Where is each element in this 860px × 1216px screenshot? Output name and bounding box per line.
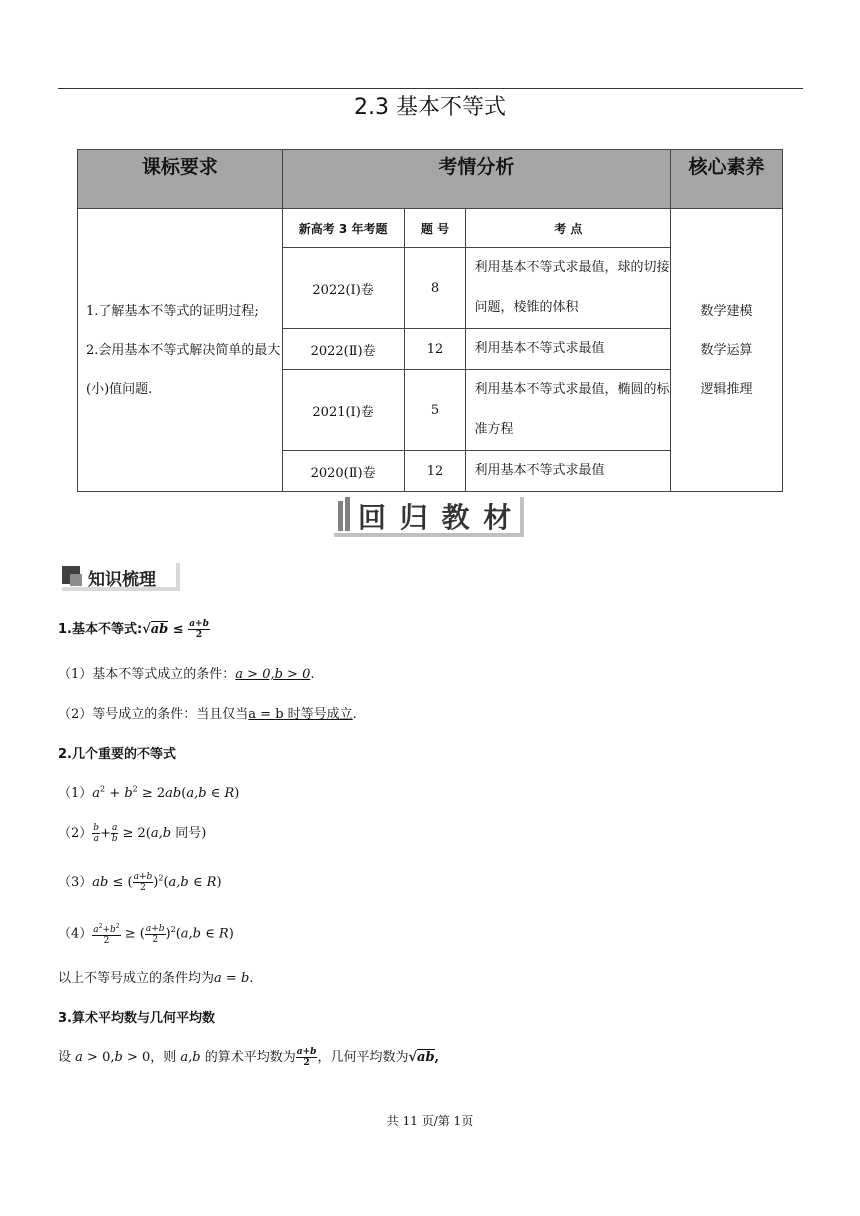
requirement-2: 2.会用基本不等式解决简单的最大(小)值问题. bbox=[86, 342, 281, 397]
section-3-title: 3.算术平均数与几何平均数 bbox=[58, 1011, 215, 1026]
condition-1-value: a > 0,b > 0 bbox=[235, 667, 311, 682]
equality-condition: 以上不等号成立的条件均为a = b. bbox=[58, 971, 254, 986]
header-requirements: 课标要求 bbox=[78, 150, 283, 209]
number-cell: 5 bbox=[404, 370, 466, 451]
section-banner bbox=[334, 493, 524, 537]
item-label: （3） bbox=[58, 875, 93, 890]
same-sign-text: 同号 bbox=[175, 826, 202, 841]
item-label: （2） bbox=[58, 826, 93, 841]
banner-text: 回 归 教 材 bbox=[358, 501, 514, 534]
text-part: 设 bbox=[58, 1050, 72, 1065]
number-cell: 12 bbox=[404, 451, 466, 492]
item-label: （4） bbox=[58, 926, 93, 942]
inequality-4: （4） $\frac{a^2+b^2}{2}$ ≥ ( $\frac{a+b}{2}$ )$^2$(a,b ∈ R) bbox=[58, 923, 234, 946]
exam-cell: 2021(Ⅰ)卷 bbox=[282, 370, 404, 451]
inequality-2: （2） $\frac{b}{a}$ + $\frac{a}{b}$ ≥ 2(a,b 同号) bbox=[58, 823, 207, 844]
equality-condition-text: 以上不等号成立的条件均为 bbox=[58, 971, 215, 986]
number-cell: 12 bbox=[404, 329, 466, 370]
point-cell: 利用基本不等式求最值，椭圆的标准方程 bbox=[466, 370, 671, 451]
header-literacy: 核心素养 bbox=[671, 150, 783, 209]
literacy-item: 逻辑推理 bbox=[700, 381, 753, 397]
literacy-cell bbox=[671, 209, 783, 492]
item-label: （1） bbox=[58, 786, 93, 801]
literacy-item: 数学建模 bbox=[700, 303, 753, 319]
literacy-item: 数学运算 bbox=[700, 342, 753, 358]
condition-2-label: （2）等号成立的条件：当且仅当 bbox=[58, 707, 249, 722]
text-part: 的算术平均数为 bbox=[204, 1050, 296, 1065]
exam-cell: 2022(Ⅱ)卷 bbox=[282, 329, 404, 370]
mean-fraction: $\frac{a+b}{2}$ bbox=[189, 619, 209, 640]
section-1-heading: 1.基本不等式:√ab ≤ $\frac{a+b}{2}$ bbox=[58, 619, 209, 640]
page-title: 2.3 基本不等式 bbox=[354, 95, 506, 120]
header-analysis: 考情分析 bbox=[282, 150, 670, 209]
knowledge-heading bbox=[62, 563, 180, 592]
syllabus-table bbox=[77, 149, 783, 492]
inequality-1: $(1)a^2 + b^2 \ge 2ab(a,b$ ∈ R) bbox=[58, 784, 240, 801]
subheader-exam: 新高考 3 年考题 bbox=[282, 209, 404, 248]
inequality-3: （3）ab ≤ ( $\frac{a+b}{2}$ )$^2$(a,b ∈ R) bbox=[58, 872, 222, 893]
section-1-title: 1.基本不等式: bbox=[58, 622, 143, 637]
condition-2: （2）等号成立的条件：当且仅当a = b 时等号成立. bbox=[58, 707, 357, 722]
exam-cell: 2022(Ⅰ)卷 bbox=[282, 248, 404, 329]
page-footer: 共 11 页/第 1页 bbox=[386, 1114, 474, 1128]
text-part: ，几何平均数为 bbox=[317, 1050, 409, 1065]
requirement-1: 1.了解基本不等式的证明过程; bbox=[86, 303, 259, 319]
subheader-point: 考 点 bbox=[466, 209, 671, 248]
point-cell: 利用基本不等式求最值 bbox=[466, 451, 671, 492]
point-cell: 利用基本不等式求最值，球的切接问题，棱锥的体积 bbox=[466, 248, 671, 329]
point-cell: 利用基本不等式求最值 bbox=[466, 329, 671, 370]
requirements-cell bbox=[78, 209, 283, 492]
header-rule bbox=[58, 88, 803, 89]
subheader-number: 题 号 bbox=[404, 209, 466, 248]
text-part: ，则 bbox=[150, 1050, 177, 1065]
condition-1-label: （1）基本不等式成立的条件： bbox=[58, 667, 236, 682]
number-cell: 8 bbox=[404, 248, 466, 329]
condition-1: （1）基本不等式成立的条件：a > 0,b > 0. bbox=[58, 667, 315, 682]
section-2-title: 2.几个重要的不等式 bbox=[58, 747, 176, 762]
knowledge-heading-text: 知识梳理 bbox=[88, 570, 156, 590]
condition-2-value: a = b 时等号成立 bbox=[248, 707, 353, 722]
means-definition: 设 a > 0,b > 0，则 a,b 的算术平均数为 $\frac{a+b}{2}$ ，几何平均数为√ab, bbox=[58, 1047, 440, 1068]
exam-cell: 2020(Ⅱ)卷 bbox=[282, 451, 404, 492]
